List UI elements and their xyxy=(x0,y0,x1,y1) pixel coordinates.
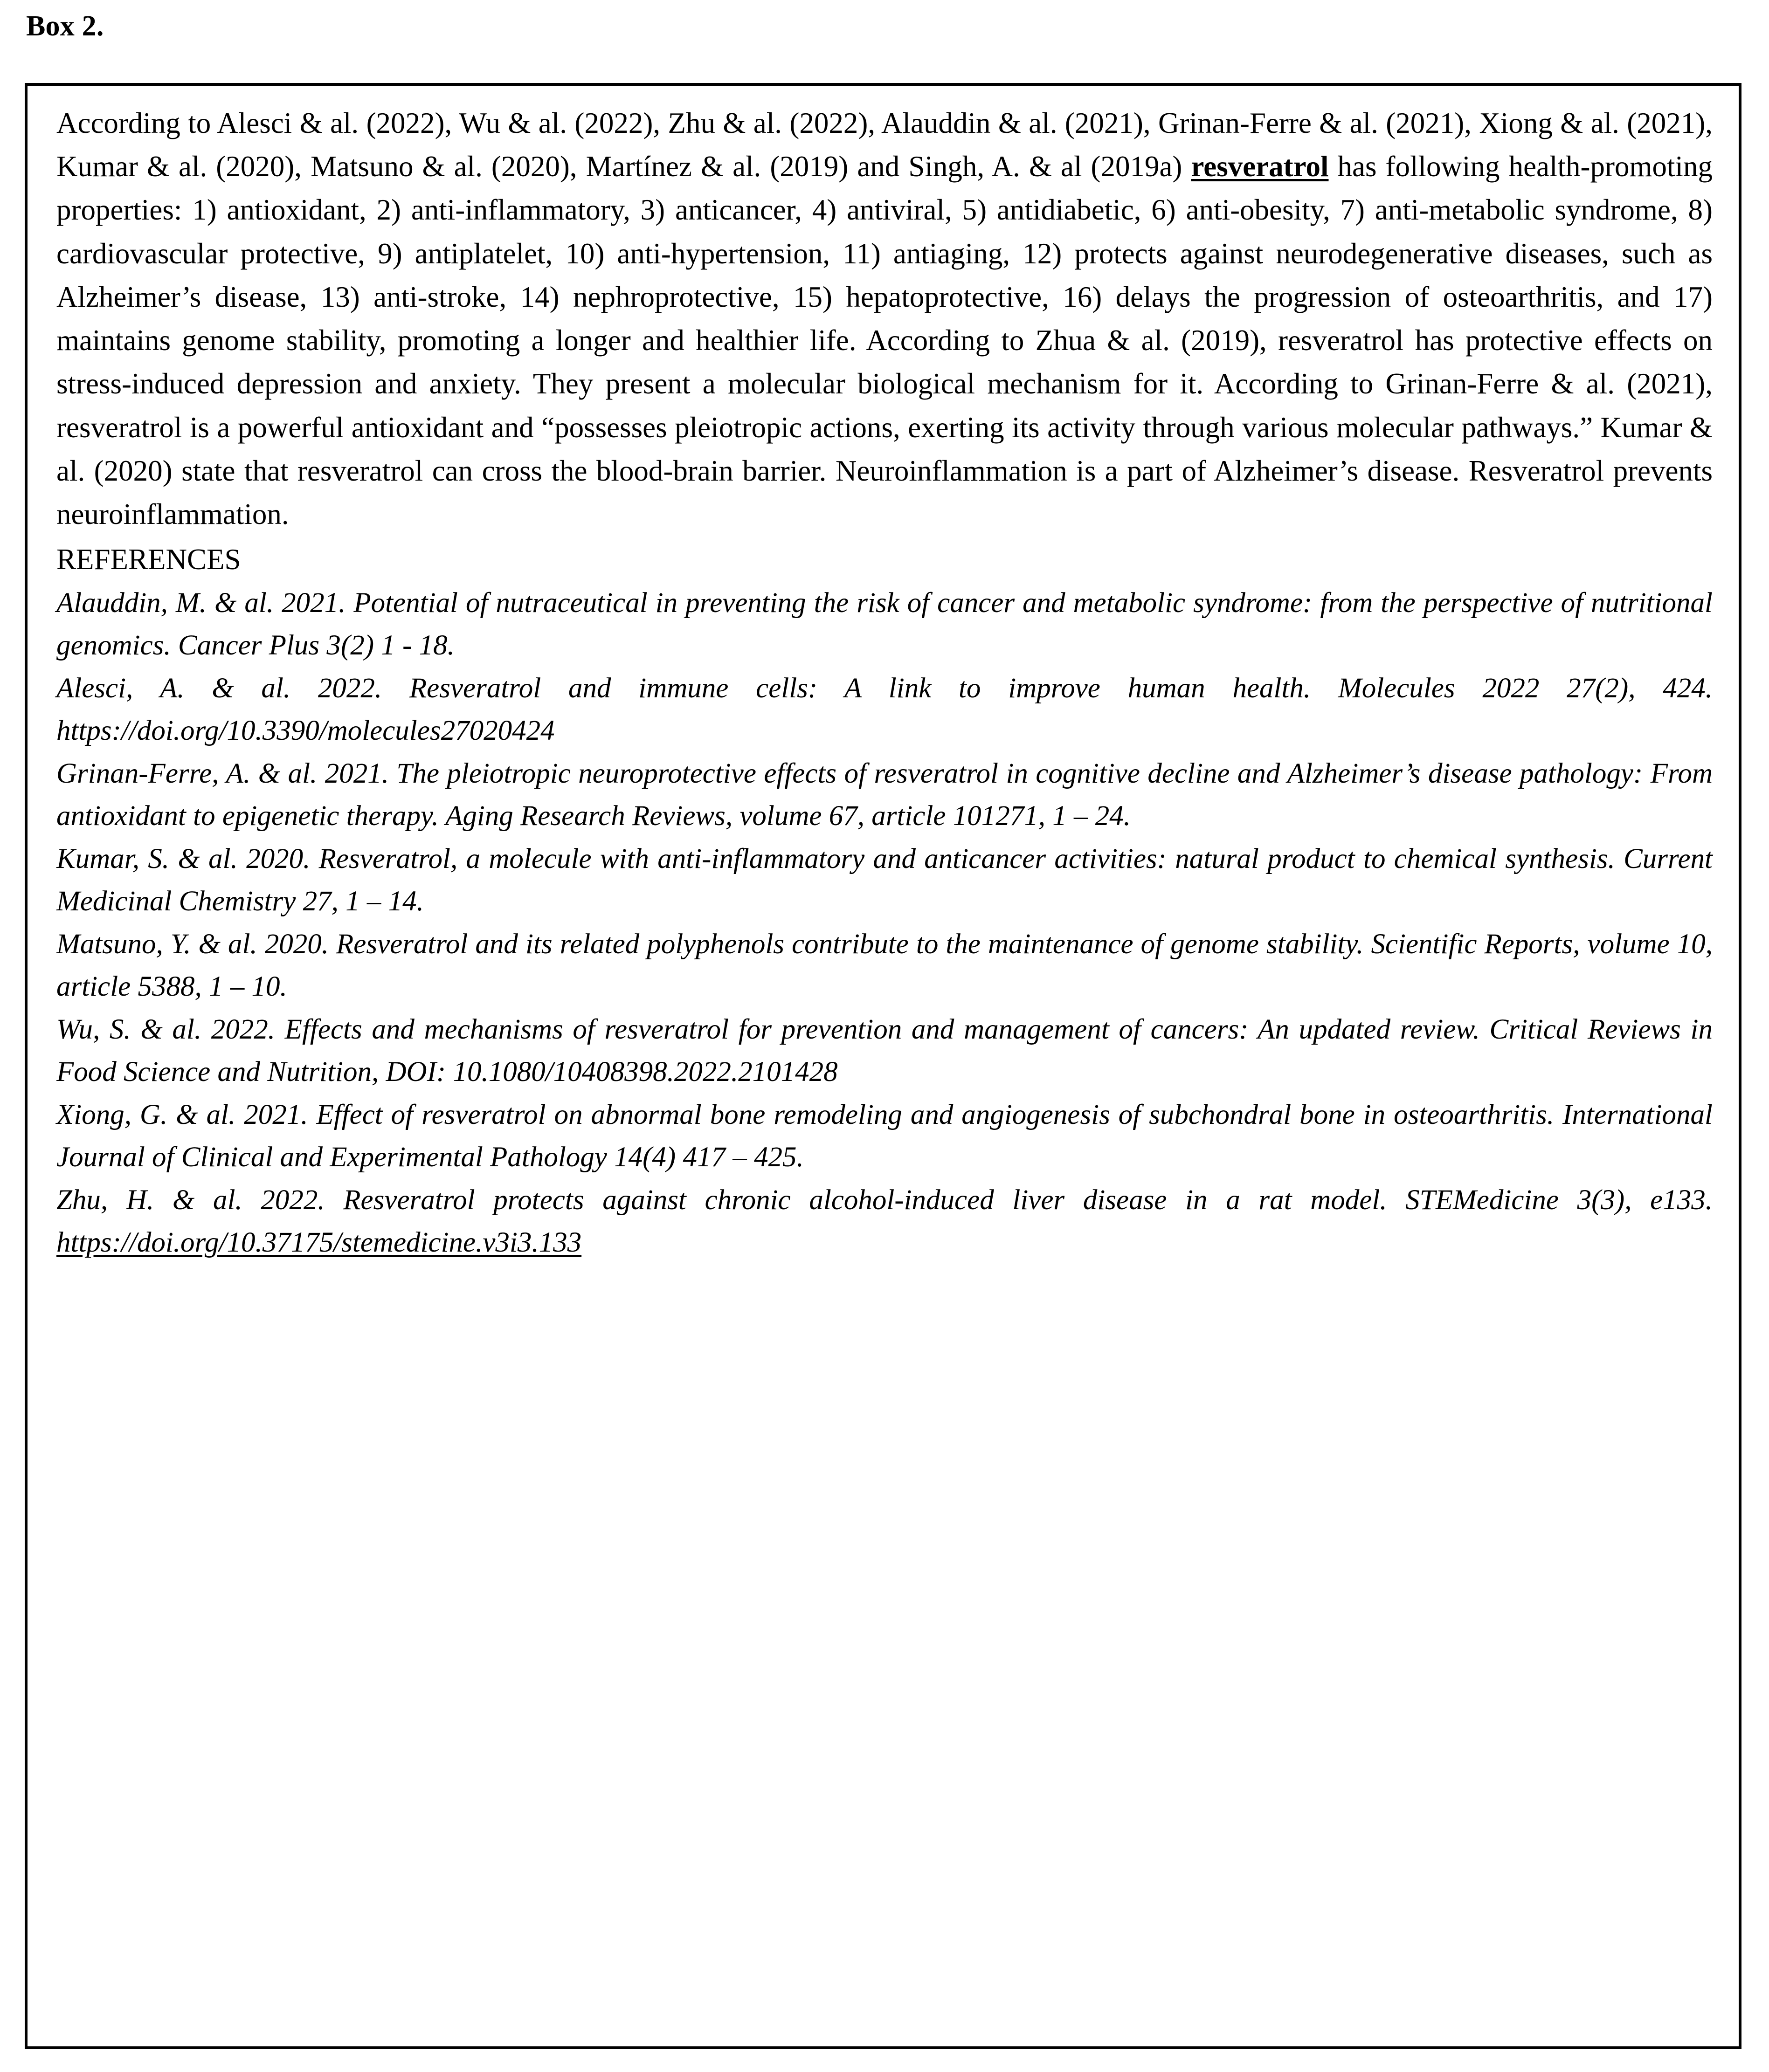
reference-item xyxy=(56,1179,1713,1264)
body-paragraph xyxy=(56,102,1713,536)
body-paragraph-lead: According to Alesci & al. (2022), Wu & al. (2022), Zhu & al. (2022), Alauddin & al. (2021), Grinan-Ferre & al. (2021), Xiong & al. (2021), Kumar & al. (2020), Matsuno & al. (2020), Martínez & al. (2019) and Singh, A. & al (2019a) xyxy=(56,107,1713,183)
reference-item: Grinan-Ferre, A. & al. 2021. The pleiotropic neuroprotective effects of resveratrol in cognitive decline and Alzheimer’s disease pathology: From antioxidant to epigenetic therapy. Aging Research Reviews, volume 67, article 101271, 1 – 24. xyxy=(56,757,1713,832)
box-caption: Box 2. xyxy=(26,10,104,42)
body-paragraph-rest: has following health-promoting properties: 1) antioxidant, 2) anti-inflammatory, 3) anticancer, 4) antiviral, 5) antidiabetic, 6) anti-obesity, 7) anti-metabolic syndrome, 8) cardiovascular protective, 9) antiplatelet, 10) anti-hypertension, 11) antiaging, 12) protects against neurodegenerative diseases, such as Alzheimer’s disease, 13) anti-stroke, 14) nephroprotective, 15) hepatoprotective, 16) delays the progression of osteoarthritis, and 17) maintains genome stability, promoting a longer and healthier life. According to Zhua & al. (2019), resveratrol has protective effects on stress-induced depression and anxiety. They present a molecular biological mechanism for it. According to Grinan-Ferre & al. (2021), resveratrol is a powerful antioxidant and “possesses pleiotropic actions, exerting its activity through various molecular pathways.” Kumar & al. (2020) state that resveratrol can cross the blood-brain barrier. Neuroinflammation is a part of Alzheimer’s disease. Resveratrol prevents neuroinflammation. xyxy=(56,150,1713,531)
reference-item: Alauddin, M. & al. 2021. Potential of nutraceutical in preventing the risk of cancer and metabolic syndrome: from the perspective of nutritional genomics. Cancer Plus 3(2) 1 - 18. xyxy=(56,587,1713,661)
reference-item: Wu, S. & al. 2022. Effects and mechanisms of resveratrol for prevention and management of cancers: An updated review. Critical Reviews in Food Science and Nutrition, DOI: 10.1080/10408398.2022.2101428 xyxy=(56,1013,1713,1088)
reference-item: Xiong, G. & al. 2021. Effect of resveratrol on abnormal bone remodeling and angiogenesis of subchondral bone in osteoarthritis. International Journal of Clinical and Experimental Pathology 14(4) 417 – 425. xyxy=(56,1099,1713,1173)
resveratrol-highlight: resveratrol xyxy=(1191,150,1329,183)
references-heading: REFERENCES xyxy=(56,543,241,576)
reference-item: Kumar, S. & al. 2020. Resveratrol, a molecule with anti-inflammatory and anticancer activities: natural product to chemical synthesis. Current Medicinal Chemistry 27, 1 – 14. xyxy=(56,843,1713,917)
reference-item: Matsuno, Y. & al. 2020. Resveratrol and its related polyphenols contribute to the maintenance of genome stability. Scientific Reports, volume 10, article 5388, 1 – 10. xyxy=(56,928,1713,1003)
reference-item: Alesci, A. & al. 2022. Resveratrol and immune cells: A link to improve human health. Molecules 2022 27(2), 424. https://doi.org/10.3390/molecules27020424 xyxy=(56,672,1713,747)
box-container xyxy=(25,83,1741,2049)
box-content xyxy=(28,86,1739,1264)
doi-link[interactable]: https://doi.org/10.37175/stemedicine.v3i3.133 xyxy=(56,1227,582,1259)
reference-text: Zhu, H. & al. 2022. Resveratrol protects against chronic alcohol-induced liver disease in a rat model. STEMedicine 3(3), e133. xyxy=(56,1184,1713,1216)
